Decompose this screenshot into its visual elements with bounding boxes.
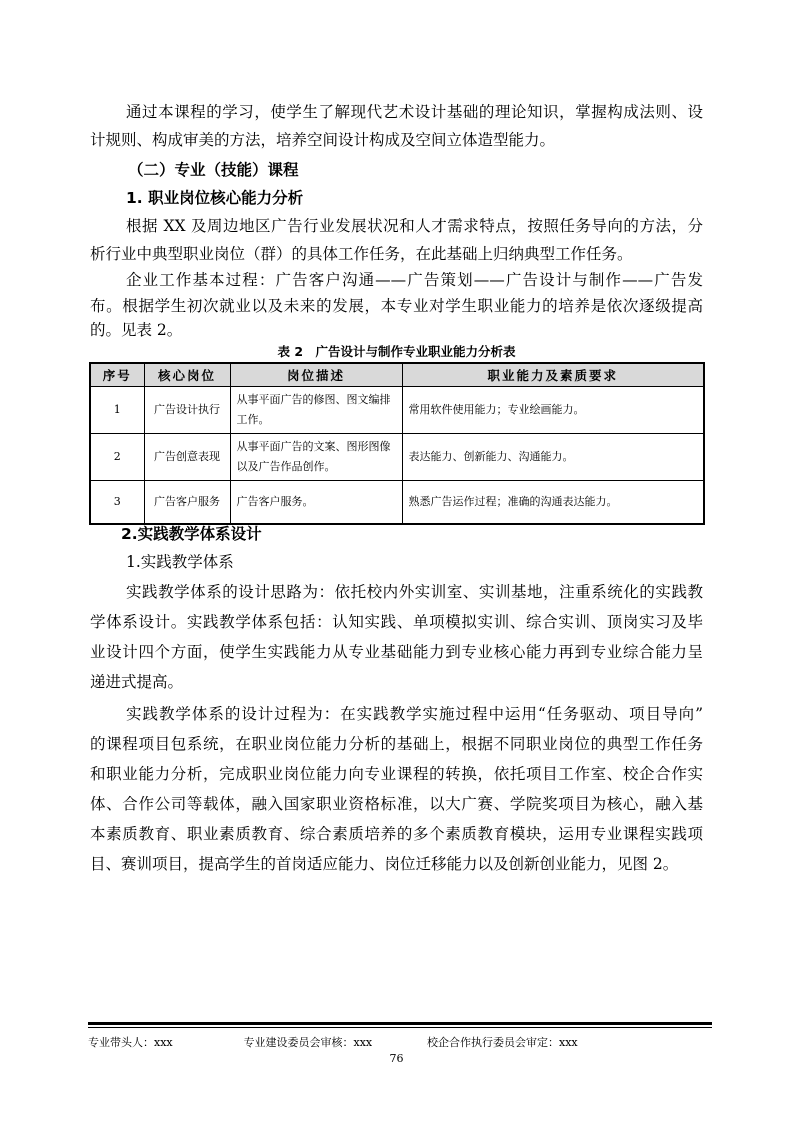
text-line: 的课程项目包系统，在职业岗位能力分析的基础上，根据不同职业岗位的典型工作任务 bbox=[90, 735, 703, 753]
paragraph-design-idea bbox=[90, 578, 703, 606]
table-row bbox=[90, 434, 704, 481]
page-footer bbox=[88, 1022, 712, 1050]
header-post-description: 岗位描述 bbox=[230, 363, 402, 387]
paragraph-design-process bbox=[90, 700, 703, 728]
paragraph-analysis bbox=[90, 212, 703, 240]
cell-requirements: 熟悉广告运作过程；准确的沟通表达能力。 bbox=[402, 481, 704, 525]
cell-index: 3 bbox=[90, 481, 144, 525]
cell-description: 从事平面广告的文案、图形图像以及广告作品创作。 bbox=[230, 434, 402, 481]
paragraph-design-process-l4 bbox=[90, 790, 703, 818]
footer-enterprise: 校企合作执行委员会审定：xxx bbox=[427, 1036, 578, 1049]
paragraph-analysis-cont bbox=[90, 240, 703, 268]
text-line: 实践教学体系的设计思路为：依托校内外实训室、实训基地，注重系统化的实践教 bbox=[126, 583, 703, 601]
paragraph-design-process-l5 bbox=[90, 820, 703, 848]
text-line: 学体系设计。实践教学体系包括：认知实践、单项模拟实训、综合实训、顶岗实习及毕 bbox=[90, 613, 703, 631]
cell-description: 广告客户服务。 bbox=[230, 481, 402, 525]
paragraph-course-summary-cont bbox=[90, 126, 703, 154]
table-header-row bbox=[90, 363, 704, 387]
cell-requirements: 常用软件使用能力；专业绘画能力。 bbox=[402, 387, 704, 434]
header-core-post: 核心岗位 bbox=[144, 363, 230, 387]
text-line: 目、赛训项目，提高学生的首岗适应能力、岗位迁移能力以及创新创业能力，见图 2。 bbox=[90, 855, 679, 873]
subsection-heading-core-ability: 1. 职业岗位核心能力分析 bbox=[126, 189, 304, 207]
footer-signatures bbox=[88, 1034, 712, 1050]
text-line: 递进式提高。 bbox=[90, 673, 184, 691]
text-line: 本素质教育、职业素质教育、综合素质培养的多个素质教育模块，运用专业课程实践项 bbox=[90, 825, 703, 843]
cell-post: 广告创意表现 bbox=[144, 434, 230, 481]
text-line: 实践教学体系的设计过程为：在实践教学实施过程中运用“任务驱动、项目导向” bbox=[126, 705, 703, 723]
text-line: 体、合作公司等载体，融入国家职业资格标准，以大广赛、学院奖项目为核心，融入基 bbox=[90, 795, 703, 813]
cell-index: 1 bbox=[90, 387, 144, 434]
text-line: 业设计四个方面，使学生实践能力从专业基础能力到专业核心能力再到专业综合能力呈 bbox=[90, 643, 703, 661]
text-line: 计规则、构成审美的方法，培养空间设计构成及空间立体造型能力。 bbox=[90, 131, 556, 149]
paragraph-design-idea-l3 bbox=[90, 638, 703, 666]
ability-analysis-table bbox=[89, 362, 705, 525]
paragraph-design-idea-l4 bbox=[90, 668, 703, 696]
paragraph-design-process-l2 bbox=[90, 730, 703, 758]
subsection-heading-practice-system: 2.实践教学体系设计 bbox=[121, 525, 262, 543]
text-line: 1.实践教学体系 bbox=[126, 553, 234, 571]
cell-post: 广告客户服务 bbox=[144, 481, 230, 525]
footer-leader: 专业带头人：xxx bbox=[88, 1036, 173, 1049]
page-number: 76 bbox=[389, 1052, 404, 1065]
table-row bbox=[90, 481, 704, 525]
text-line: 企业工作基本过程：广告客户沟通——广告策划——广告设计与制作——广告发 bbox=[126, 271, 703, 289]
text-line: 析行业中典型职业岗位（群）的具体工作任务，在此基础上归纳典型工作任务。 bbox=[90, 245, 633, 263]
paragraph-work-process bbox=[90, 266, 703, 294]
cell-requirements: 表达能力、创新能力、沟通能力。 bbox=[402, 434, 704, 481]
table-caption: 表 2 广告设计与制作专业职业能力分析表 bbox=[277, 344, 516, 359]
cell-post: 广告设计执行 bbox=[144, 387, 230, 434]
header-index: 序号 bbox=[90, 363, 144, 387]
cell-index: 2 bbox=[90, 434, 144, 481]
section-heading-professional-courses: （二）专业（技能）课程 bbox=[128, 161, 299, 179]
paragraph-design-process-l3 bbox=[90, 760, 703, 788]
paragraph-work-process-end bbox=[90, 316, 703, 344]
paragraph-course-summary bbox=[90, 98, 703, 126]
text-line: 的。见表 2。 bbox=[90, 321, 183, 339]
text-line: 和职业能力分析，完成职业岗位能力向专业课程的转换，依托项目工作室、校企合作实 bbox=[90, 765, 703, 783]
header-ability-requirements: 职业能力及素质要求 bbox=[402, 363, 704, 387]
footer-committee: 专业建设委员会审核：xxx bbox=[243, 1036, 373, 1049]
text-line: 通过本课程的学习，使学生了解现代艺术设计基础的理论知识，掌握构成法则、设 bbox=[126, 103, 703, 121]
footer-rule-thick bbox=[88, 1022, 712, 1025]
text-line: 布。根据学生初次就业以及未来的发展，本专业对学生职业能力的培养是依次逐级提高 bbox=[90, 297, 703, 315]
cell-description: 从事平面广告的修图、图文编排工作。 bbox=[230, 387, 402, 434]
sub-heading-practice-system bbox=[126, 548, 426, 576]
text-line: 根据 XX 及周边地区广告行业发展状况和人才需求特点，按照任务导向的方法，分 bbox=[126, 217, 703, 235]
footer-rule-thin bbox=[88, 1027, 712, 1028]
paragraph-design-idea-l2 bbox=[90, 608, 703, 636]
table-row bbox=[90, 387, 704, 434]
paragraph-design-process-l6 bbox=[90, 850, 703, 878]
